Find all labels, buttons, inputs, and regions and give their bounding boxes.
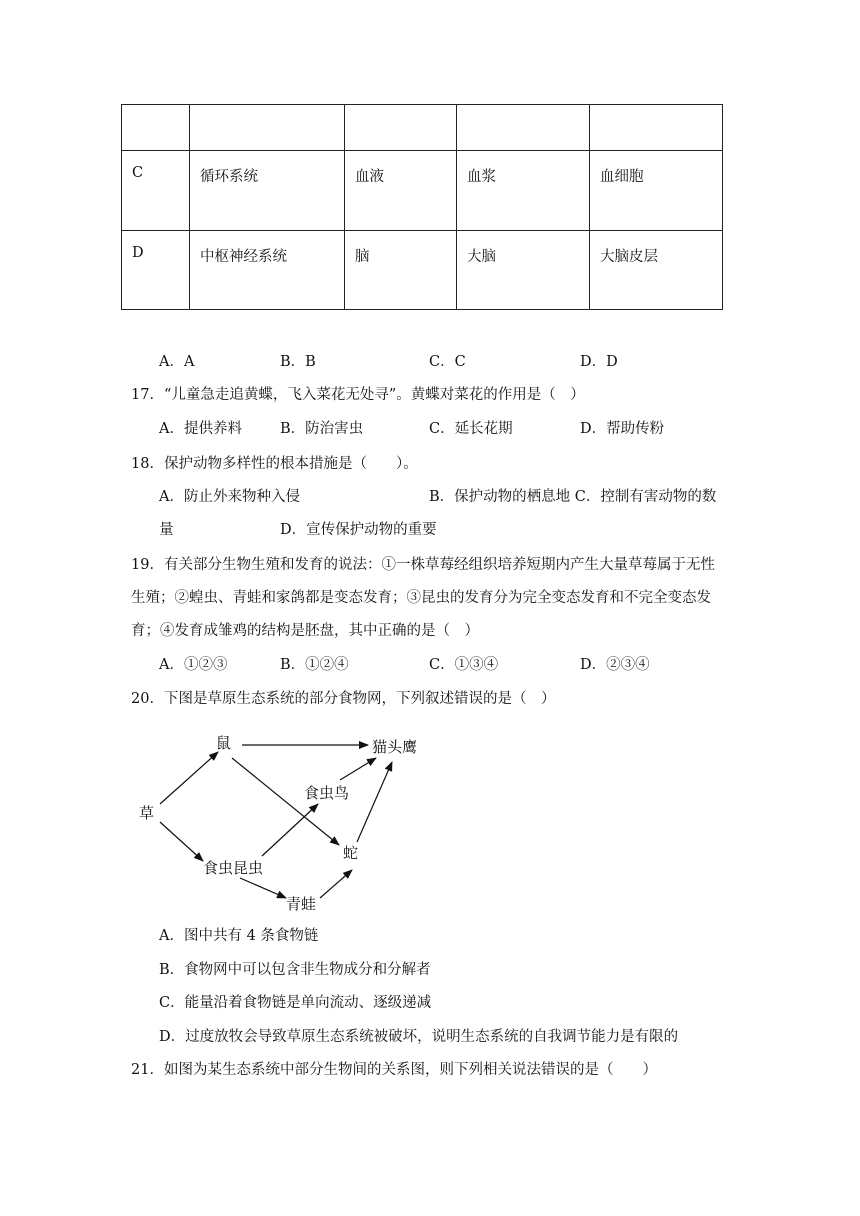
q20-option-c: C．能量沿着食物链是单向流动、逐级递减 (159, 995, 432, 1011)
node-frog: 青蛙 (286, 895, 317, 913)
arrow-insect-bird (262, 804, 318, 856)
table-cell: C (122, 151, 190, 231)
node-mouse: 鼠 (216, 734, 232, 752)
q19-stem-line: 育；④发育成雏鸡的结构是胚盘，其中正确的是（ ） (131, 623, 479, 639)
q16-option-d: D．D (580, 354, 618, 370)
node-bird: 食虫鸟 (304, 784, 350, 802)
q21-stem: 21．如图为某生态系统中部分生物间的关系图，则下列相关说法错误的是（ ） (131, 1062, 657, 1078)
q17-option-c: C．延长花期 (429, 421, 513, 437)
q18-option-a: A．防止外来物种入侵 (159, 489, 300, 505)
table-cell: 血液 (345, 151, 457, 231)
arrow-frog-snake (320, 870, 352, 898)
table-cell: 血细胞 (590, 151, 723, 231)
q19-option-c: C．①③④ (429, 657, 499, 673)
q19-option-b: B．①②④ (280, 657, 349, 673)
q19-option-a: A．①②③ (159, 657, 228, 673)
q18-option-d: D．宣传保护动物的重要 (280, 522, 437, 538)
q20-option-d: D．过度放牧会导致草原生态系统被破坏，说明生态系统的自我调节能力是有限的 (159, 1029, 679, 1045)
q20-stem: 20．下图是草原生态系统的部分食物网，下列叙述错误的是（ ） (131, 691, 556, 707)
q19-option-d: D．②③④ (580, 657, 650, 673)
q17-option-b: B．防治害虫 (280, 421, 364, 437)
node-insect: 食虫昆虫 (203, 859, 264, 877)
table-cell: 大脑 (457, 231, 590, 310)
table-cell: 大脑皮层 (590, 231, 723, 310)
q16-option-b: B．B (280, 354, 316, 370)
node-owl: 猫头鹰 (372, 738, 418, 756)
table-cell: 血浆 (457, 151, 590, 231)
arrow-grass-insect (160, 822, 203, 861)
node-snake: 蛇 (343, 844, 359, 862)
table-cell: D (122, 231, 190, 310)
arrow-bird-owl (340, 758, 376, 780)
arrow-snake-owl (357, 762, 392, 842)
table-cell: 循环系统 (190, 151, 345, 231)
table-cell: 中枢神经系统 (190, 231, 345, 310)
q19-stem-line: 19．有关部分生物生殖和发育的说法：①一株草莓经组织培养短期内产生大量草莓属于无性 (131, 557, 715, 573)
q20-option-b: B．食物网中可以包含非生物成分和分解者 (159, 962, 431, 978)
table-cell: 脑 (345, 231, 457, 310)
node-grass: 草 (139, 804, 155, 822)
q18-option-c-cont: 量 (159, 522, 174, 538)
arrow-insect-frog (240, 878, 286, 898)
q17-option-a: A．提供养料 (159, 421, 242, 437)
q17-option-d: D．帮助传粉 (580, 421, 665, 437)
q18-option-b-c: B．保护动物的栖息地 C．控制有害动物的数 (429, 489, 717, 505)
q17-stem: 17．“儿童急走追黄蝶，飞入菜花无处寻”。黄蝶对菜花的作用是（ ） (131, 387, 585, 403)
q19-stem-line: 生殖；②蝗虫、青蛙和家鸽都是变态发育；③昆虫的发育分为完全变态发育和不完全变态发 (131, 590, 711, 606)
q18-stem: 18．保护动物多样性的根本措施是（ ）。 (131, 456, 418, 472)
q16-option-c: C．C (429, 354, 466, 370)
arrow-grass-mouse (160, 752, 218, 804)
q20-option-a: A．图中共有 4 条食物链 (159, 928, 319, 944)
q16-option-a: A．A (159, 354, 195, 370)
